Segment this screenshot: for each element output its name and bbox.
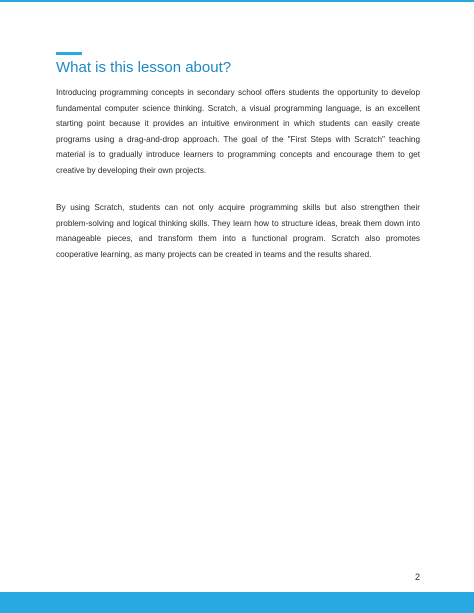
footer-band [0,592,474,613]
section-heading: What is this lesson about? [56,59,232,76]
paragraph-intro: Introducing programming concepts in secondary school offers students the opportunity to develop fundamental computer science thinking. Scratch, a visual programming language, is an excellent starting point because it provides an intuitive environment in which students can easily create programs using a drag-and-drop approach. The goal of the "First Steps with Scratch" teaching material is to gradually introduce learners to programming concepts and encourage them to get creative by developing their own projects. [56,88,420,175]
paragraph-benefits: By using Scratch, students can not only acquire programming skills but also strengthen their problem-solving and logical thinking skills. They learn how to structure ideas, break them down into manageable pieces, and transform them into a functional program. Scratch also promotes cooperative learning, as many projects can be created in teams and the results shared. [56,203,420,259]
top-border [0,0,474,2]
heading-accent-bar [56,52,82,55]
page-number: 2 [414,572,420,582]
